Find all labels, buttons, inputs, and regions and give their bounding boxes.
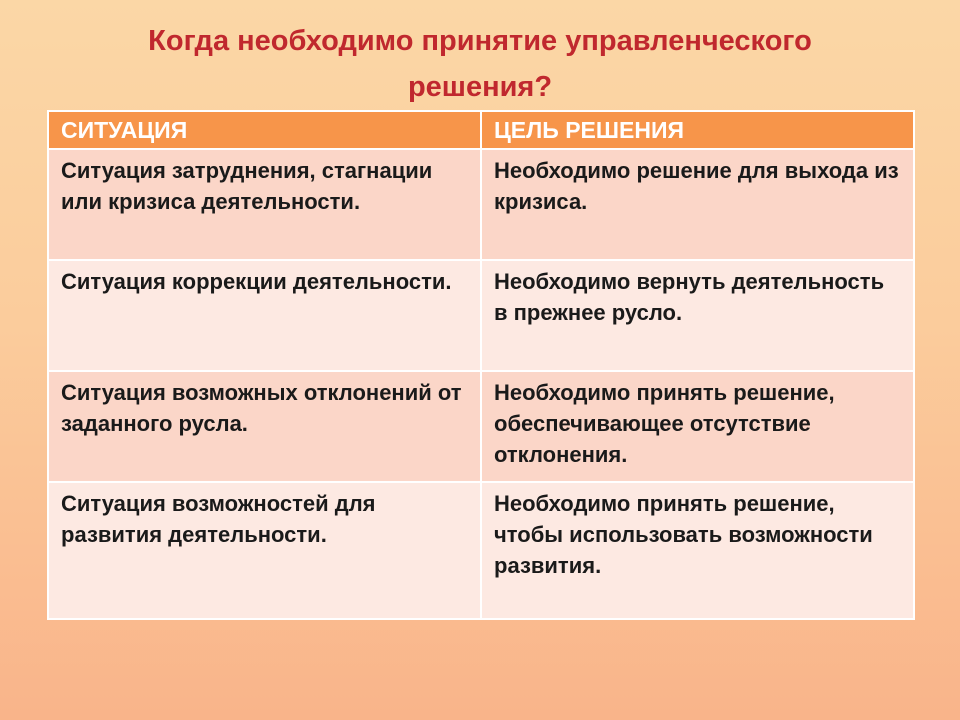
cell-situation: Ситуация коррекции деятельности.: [48, 260, 481, 371]
table-row: [48, 371, 914, 482]
table-header-row: [48, 111, 914, 149]
cell-goal: Необходимо вернуть деятельность в прежнее русло.: [481, 260, 914, 371]
slide-title: [60, 18, 900, 110]
cell-situation: Ситуация возможных отклонений от заданного русла.: [48, 371, 481, 482]
header-situation: СИТУАЦИЯ: [48, 111, 481, 149]
header-decision-goal: ЦЕЛЬ РЕШЕНИЯ: [481, 111, 914, 149]
table-row: [48, 482, 914, 619]
table-row: [48, 260, 914, 371]
slide-title-line-1: Когда необходимо принятие управленческого: [148, 25, 812, 57]
cell-situation: Ситуация затруднения, стагнации или кризиса деятельности.: [48, 149, 481, 260]
table-row: [48, 149, 914, 260]
situations-table: [47, 110, 915, 620]
slide-title-line-2: решения?: [407, 71, 553, 103]
cell-goal: Необходимо принять решение, обеспечивающее отсутствие отклонения.: [481, 371, 914, 482]
cell-goal: Необходимо принять решение, чтобы использовать возможности развития.: [481, 482, 914, 619]
cell-situation: Ситуация возможностей для развития деятельности.: [48, 482, 481, 619]
cell-goal: Необходимо решение для выхода из кризиса.: [481, 149, 914, 260]
